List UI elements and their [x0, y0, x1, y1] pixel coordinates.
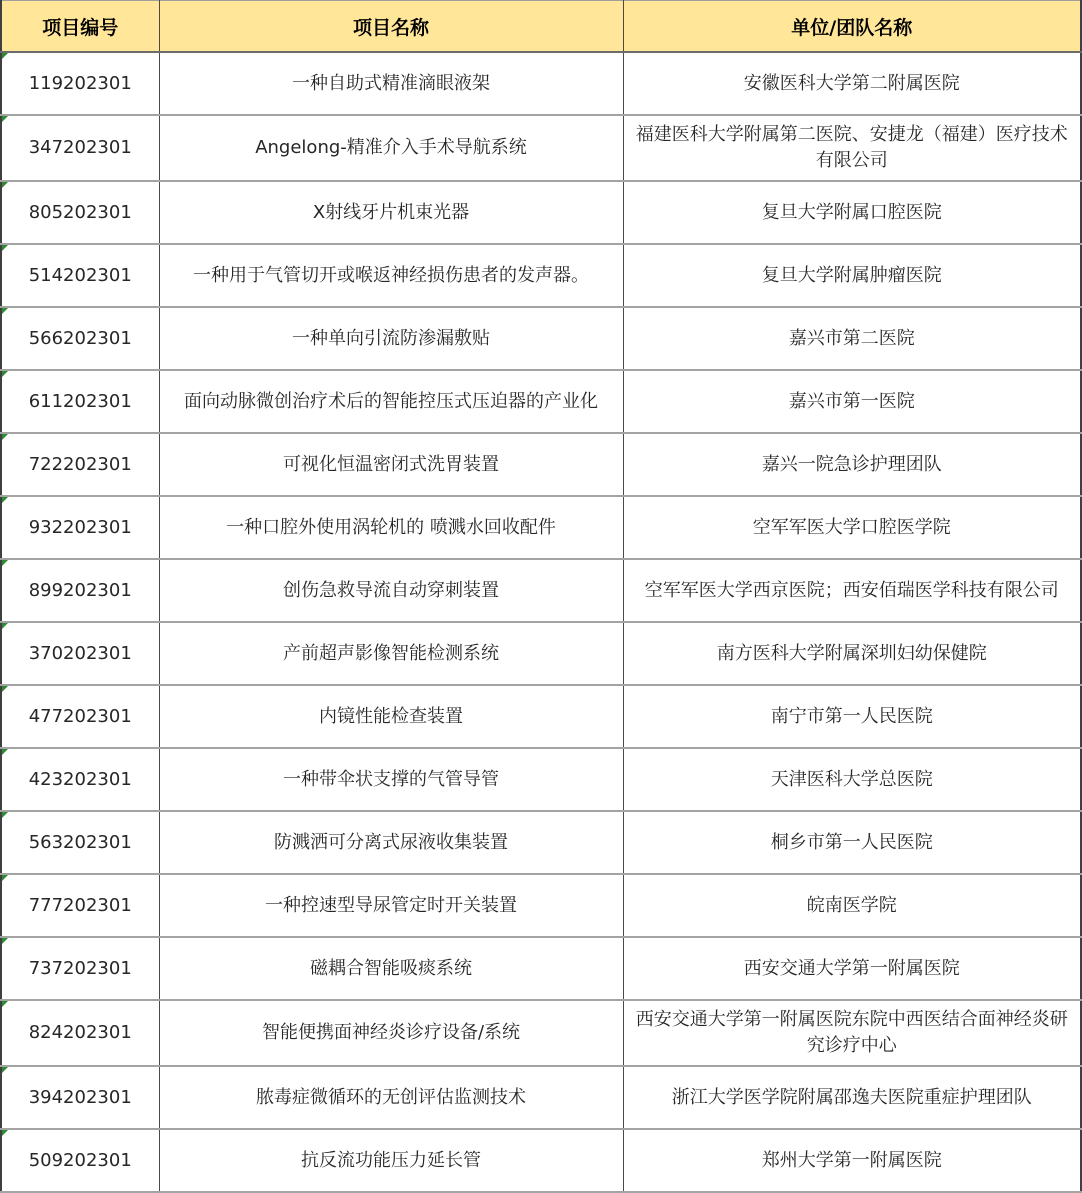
column-header-project-id: 项目编号 [1, 1, 159, 53]
cell-project-id: 722202301 [1, 433, 159, 496]
cell-project-name: 可视化恒温密闭式洗胃装置 [159, 433, 623, 496]
table-row [1, 370, 1081, 433]
column-header-org-name: 单位/团队名称 [623, 1, 1081, 53]
cell-project-name: 脓毒症微循环的无创评估监测技术 [159, 1066, 623, 1129]
cell-project-id: 737202301 [1, 937, 159, 1000]
table-row [1, 748, 1081, 811]
cell-org-name: 桐乡市第一人民医院 [623, 811, 1081, 874]
cell-org-name: 西安交通大学第一附属医院 [623, 937, 1081, 1000]
cell-project-name: 一种用于气管切开或喉返神经损伤患者的发声器。 [159, 244, 623, 307]
cell-org-name: 嘉兴市第二医院 [623, 307, 1081, 370]
cell-project-name: 抗反流功能压力延长管 [159, 1129, 623, 1192]
table-row [1, 685, 1081, 748]
cell-org-name: 皖南医学院 [623, 874, 1081, 937]
cell-project-id: 932202301 [1, 496, 159, 559]
cell-project-name: X射线牙片机束光器 [159, 181, 623, 244]
table-row [1, 244, 1081, 307]
cell-project-id: 777202301 [1, 874, 159, 937]
cell-project-id: 824202301 [1, 1000, 159, 1066]
cell-project-name: 一种口腔外使用涡轮机的 喷溅水回收配件 [159, 496, 623, 559]
cell-project-id: 370202301 [1, 622, 159, 685]
cell-project-name: 一种控速型导尿管定时开关装置 [159, 874, 623, 937]
cell-project-id: 394202301 [1, 1066, 159, 1129]
cell-project-name: 智能便携面神经炎诊疗设备/系统 [159, 1000, 623, 1066]
cell-org-name: 空军军医大学口腔医学院 [623, 496, 1081, 559]
table-row [1, 811, 1081, 874]
cell-org-name: 南方医科大学附属深圳妇幼保健院 [623, 622, 1081, 685]
table-row [1, 1000, 1081, 1066]
cell-project-id: 119202301 [1, 52, 159, 115]
cell-org-name: 郑州大学第一附属医院 [623, 1129, 1081, 1192]
cell-org-name: 西安交通大学第一附属医院东院中西医结合面神经炎研究诊疗中心 [623, 1000, 1081, 1066]
table-row [1, 307, 1081, 370]
cell-project-name: Angelong-精准介入手术导航系统 [159, 115, 623, 181]
cell-org-name: 嘉兴一院急诊护理团队 [623, 433, 1081, 496]
cell-project-id: 514202301 [1, 244, 159, 307]
cell-project-id: 805202301 [1, 181, 159, 244]
cell-project-id: 347202301 [1, 115, 159, 181]
cell-project-name: 创伤急救导流自动穿刺装置 [159, 559, 623, 622]
table-row [1, 115, 1081, 181]
cell-org-name: 浙江大学医学院附属邵逸夫医院重症护理团队 [623, 1066, 1081, 1129]
table-row [1, 433, 1081, 496]
table-row [1, 874, 1081, 937]
cell-project-name: 面向动脉微创治疗术后的智能控压式压迫器的产业化 [159, 370, 623, 433]
cell-project-name: 一种带伞状支撑的气管导管 [159, 748, 623, 811]
cell-project-name: 一种自助式精准滴眼液架 [159, 52, 623, 115]
cell-project-id: 566202301 [1, 307, 159, 370]
cell-project-id: 563202301 [1, 811, 159, 874]
cell-org-name: 南宁市第一人民医院 [623, 685, 1081, 748]
cell-org-name: 复旦大学附属口腔医院 [623, 181, 1081, 244]
table-row [1, 1129, 1081, 1192]
table-header-row [1, 1, 1081, 53]
cell-org-name: 福建医科大学附属第二医院、安捷龙（福建）医疗技术有限公司 [623, 115, 1081, 181]
cell-project-id: 477202301 [1, 685, 159, 748]
table-row [1, 1066, 1081, 1129]
cell-project-id: 611202301 [1, 370, 159, 433]
cell-project-name: 磁耦合智能吸痰系统 [159, 937, 623, 1000]
cell-project-id: 423202301 [1, 748, 159, 811]
table-row [1, 496, 1081, 559]
cell-project-name: 内镜性能检查装置 [159, 685, 623, 748]
cell-project-id: 899202301 [1, 559, 159, 622]
cell-project-name: 产前超声影像智能检测系统 [159, 622, 623, 685]
cell-project-id: 509202301 [1, 1129, 159, 1192]
cell-project-name: 防溅洒可分离式尿液收集装置 [159, 811, 623, 874]
cell-org-name: 天津医科大学总医院 [623, 748, 1081, 811]
table-row [1, 937, 1081, 1000]
cell-org-name: 空军军医大学西京医院；西安佰瑞医学科技有限公司 [623, 559, 1081, 622]
table-row [1, 622, 1081, 685]
cell-org-name: 安徽医科大学第二附属医院 [623, 52, 1081, 115]
cell-project-name: 一种单向引流防渗漏敷贴 [159, 307, 623, 370]
table-row [1, 559, 1081, 622]
table-row [1, 52, 1081, 115]
column-header-project-name: 项目名称 [159, 1, 623, 53]
cell-org-name: 复旦大学附属肿瘤医院 [623, 244, 1081, 307]
table-row [1, 181, 1081, 244]
cell-org-name: 嘉兴市第一医院 [623, 370, 1081, 433]
